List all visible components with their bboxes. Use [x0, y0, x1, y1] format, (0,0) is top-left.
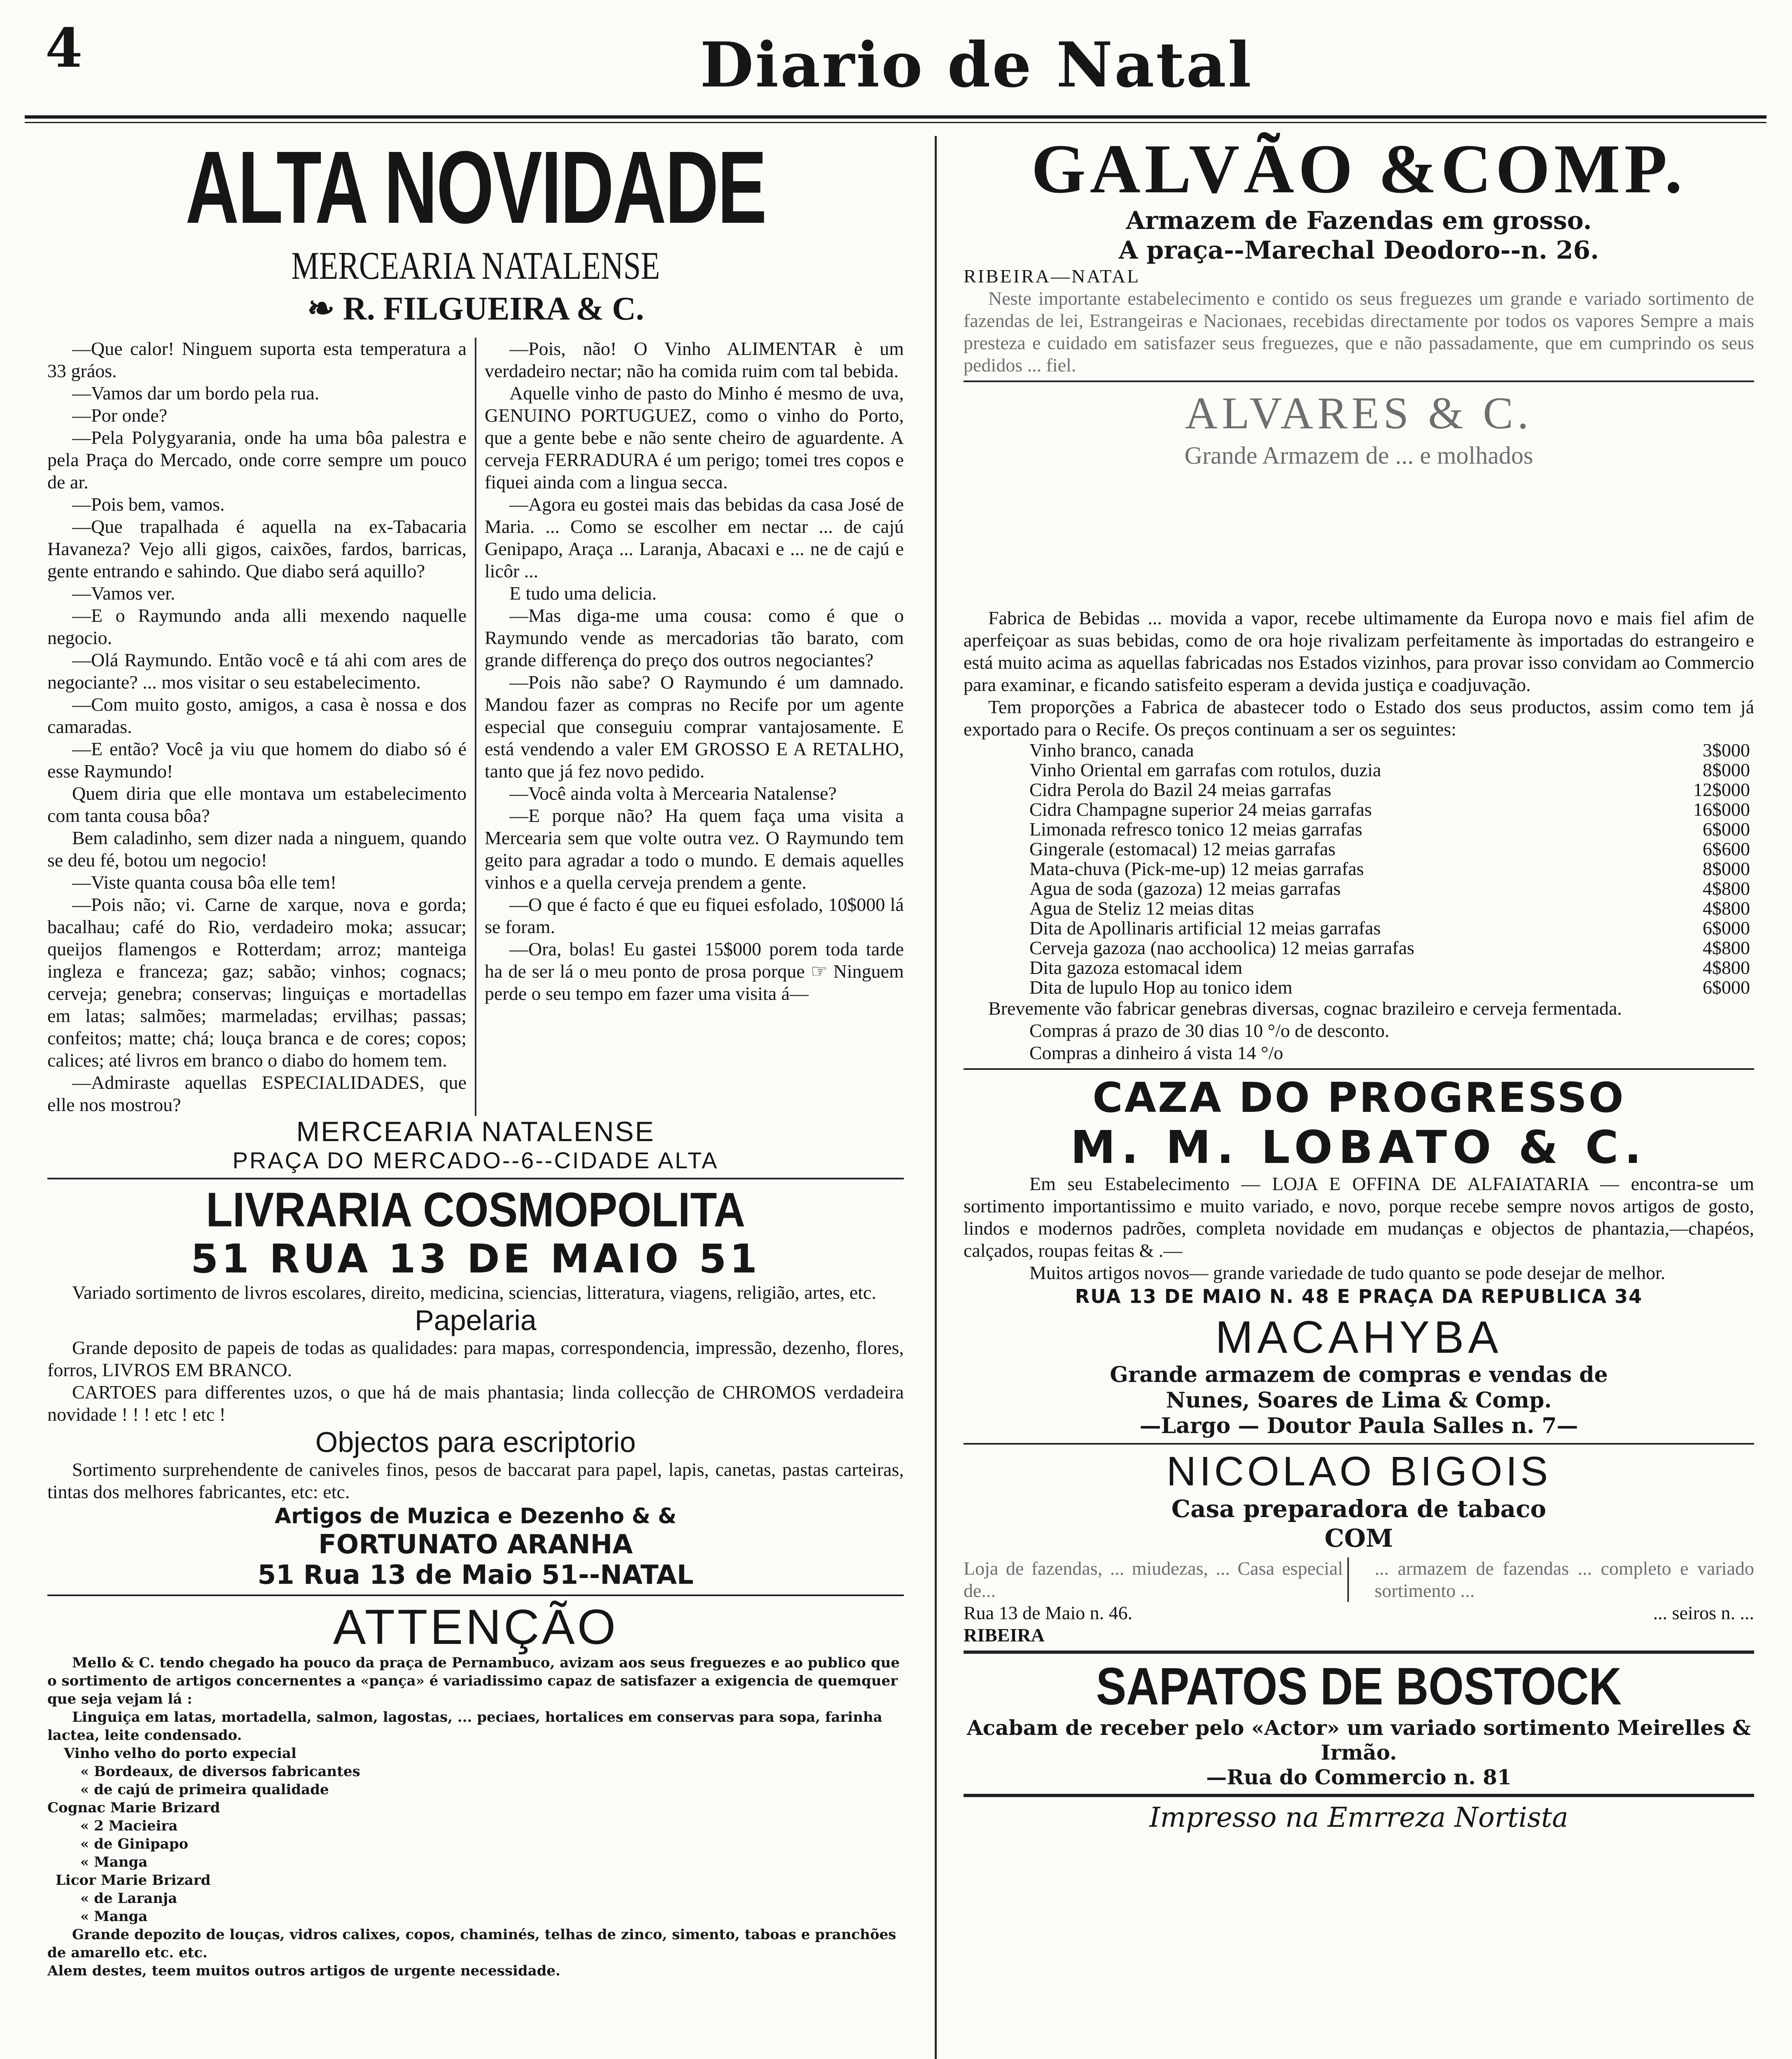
price-row: [964, 938, 1754, 958]
caza-title: CAZA DO PROGRESSO: [1092, 1074, 1625, 1122]
livraria-address: 51 RUA 13 DE MAIO 51: [191, 1236, 761, 1282]
section-rule: [47, 1594, 904, 1596]
price-row: [964, 978, 1754, 997]
price-item: Gingerale (estomacal) 12 meias garrafas: [1029, 838, 1336, 859]
price-item: Cidra Perola do Bazil 24 meias garrafas: [1029, 779, 1332, 800]
dialogue-line: —Pois bem, vamos.: [72, 494, 225, 515]
artigos-line: Artigos de Muzica e Dezenho & &: [274, 1504, 677, 1529]
price-row: [964, 859, 1754, 879]
left-column: [47, 132, 904, 1980]
ad-alta-novidade: [47, 132, 904, 1174]
caza-address: RUA 13 DE MAIO N. 48 E PRAÇA DA REPUBLICA 34: [1075, 1285, 1643, 1307]
ad-sapatos: [964, 1658, 1754, 1790]
attencao-line: Mello & C. tendo chegado ha pouco da praça de Pernambuco, avizam aos seus freguezes e ao publico que o sortimento de artigos concernentes a «pança» é variadissimo capaz de satisfazer a exigencia de quemquer que seja vejam lá :: [47, 1655, 900, 1707]
fabrica-prazo: Compras á prazo de 30 dias 10 °/o de desconto.: [1029, 1020, 1390, 1041]
ad-livraria-cosmopolita: [47, 1184, 904, 1590]
price-item: Agua de soda (gazoza) 12 meias garrafas: [1029, 878, 1341, 899]
dialogue-line: —Pela Polygyarania, onde ha uma bôa palestra e pela Praça do Mercado, onde corre sempre um pouco de ar.: [47, 427, 467, 493]
page-header: [0, 0, 1792, 124]
mercearia-footer-address: PRAÇA DO MERCADO--6--CIDADE ALTA: [232, 1147, 719, 1173]
ad-owner-name: R. FILGUEIRA & C.: [343, 291, 644, 327]
caza-text2: Muitos artigos novos— grande variedade de tudo quanto se pode desejar de melhor.: [1029, 1262, 1666, 1283]
price-item: Mata-chuva (Pick-me-up) 12 meias garrafas: [1029, 858, 1364, 879]
attencao-line: « Bordeaux, de diversos fabricantes: [80, 1763, 360, 1780]
nicolao-left-block: Loja de fazendas, ... miudezas, ... Casa especial de...: [964, 1557, 1349, 1602]
ad-owner: ❧ R. FILGUEIRA & C.: [307, 291, 644, 327]
fabrica-faded-sub: Grande Armazem de ... e molhados: [1184, 442, 1533, 469]
illegible-area: [964, 471, 1754, 607]
mercearia-footer-name: MERCEARIA NATALENSE: [296, 1116, 655, 1147]
dialogue-line: —Por onde?: [72, 405, 168, 426]
dialogue-line: —Olá Raymundo. Então você e tá ahi com ares de negociante? ... mos visitar o seu estabelecimento.: [47, 649, 467, 693]
ad-subtitle: MERCEARIA NATALENSE: [291, 244, 660, 287]
dialogue-line: —E o Raymundo anda alli mexendo naquelle negocio.: [47, 605, 467, 648]
nicolao-title: NICOLAO BIGOIS: [1166, 1448, 1552, 1494]
sapatos-line2: —Rua do Commercio n. 81: [1206, 1765, 1512, 1789]
price-value: 8$000: [1703, 858, 1750, 879]
nicolao-address-row: [964, 1602, 1754, 1624]
price-value: 12$000: [1693, 779, 1750, 800]
price-item: Limonada refresco tonico 12 meias garrafas: [1029, 819, 1363, 840]
dialogue-line: Aquelle vinho de pasto do Minho é mesmo de uva, GENUINO PORTUGUEZ, como o vinho do Porto, que a gente bebe e não sente cheiro de aguardente. A cerveja FERRADURA é um perigo; tomei tres copos e fiquei ainda com a lingua secca.: [485, 383, 904, 493]
attencao-line: « de cajú de primeira qualidade: [80, 1781, 329, 1798]
livraria-owner: FORTUNATO ARANHA: [318, 1529, 633, 1560]
dialogue-line: —E porque não? Ha quem faça uma visita a Mercearia sem que volte outra vez. O Raymundo tem geito para agradar a todo o mundo. E demais aquelles vinhos e a quella cerveja prendem a gente.: [485, 805, 904, 893]
impresso-line: Impresso na Emrreza Nortista: [1149, 1802, 1568, 1833]
dialogue-line: —Admiraste aquellas ESPECIALIDADES, que elle nos mostrou?: [47, 1072, 467, 1115]
dialogue-line: Quem diria que elle montava um estabelecimento com tanta cousa bôa?: [47, 783, 467, 826]
livraria-footer: 51 Rua 13 de Maio 51--NATAL: [257, 1560, 694, 1590]
fabrica-text2: Tem proporções a Fabrica de abastecer todo o Estado dos seus productos, assim como tem já exportado para o Recife. Os preços continuam a ser os seguintes:: [964, 696, 1754, 740]
inner-divider: [475, 338, 476, 1116]
dialogue-line: —Viste quanta cousa bôa elle tem!: [72, 872, 337, 893]
fabrica-brevemente: Brevemente vão fabricar genebras diversas, cognac brazileiro e cerveja fermentada.: [988, 998, 1622, 1019]
caza-text: Em seu Estabelecimento — LOJA E OFFINA DE ALFAIATARIA — encontra-se um sortimento importantissimo e muito variado, e novo, porque recebe sempre novos artigos de gosto, lindos e modernos padrões, completa novidade em mudanças e objectos de phantazia,—chapéos, calçados, roupas feitas & .—: [964, 1173, 1754, 1261]
price-row: [964, 780, 1754, 800]
price-value: 6$600: [1703, 838, 1750, 859]
fabrica-faded-title: ALVARES & C.: [1185, 388, 1533, 438]
macahyba-sub1: Grande armazem de compras e vendas de: [1110, 1362, 1608, 1387]
ad-title: ALTA NOVIDADE: [185, 130, 766, 245]
dialogue-line: —Pois não sabe? O Raymundo é um damnado. Mandou fazer as compras no Recife por um agente especial que conseguiu comprar vantajosamente. E está vendendo a valer EM GROSSO E A RETALHO, tanto que já fez novo pedido.: [485, 672, 904, 782]
price-value: 16$000: [1693, 799, 1750, 820]
price-item: Dita de Apollinaris artificial 12 meias garrafas: [1029, 917, 1381, 938]
nicolao-ribeira: RIBEIRA: [964, 1625, 1045, 1646]
price-value: 4$800: [1703, 878, 1750, 899]
dialogue-line: —E então? Você ja viu que homem do diabo só é esse Raymundo!: [47, 738, 467, 782]
nicolao-blocks: [964, 1557, 1754, 1602]
section-rule: [964, 1443, 1754, 1445]
price-value: 6$000: [1703, 917, 1750, 938]
attencao-line: « Manga: [80, 1854, 148, 1870]
nicolao-address: Rua 13 de Maio n. 46.: [964, 1602, 1133, 1623]
price-value: 6$000: [1703, 819, 1750, 840]
galvao-sub2: A praça--Marechal Deodoro--n. 26.: [1118, 236, 1599, 265]
dialogue-column-1: [47, 338, 467, 1116]
sapatos-title: SAPATOS DE BOSTOCK: [1096, 1657, 1622, 1716]
section-rule: [964, 1068, 1754, 1070]
price-value: 6$000: [1703, 977, 1750, 998]
sapatos-line1: Acabam de receber pelo «Actor» um variado sortimento Meirelles & Irmão.: [966, 1716, 1751, 1765]
attencao-body: [47, 1654, 904, 1980]
macahyba-title: MACAHYBA: [1215, 1312, 1503, 1363]
papelaria-title: Papelaria: [415, 1304, 537, 1336]
section-rule: [964, 1650, 1754, 1654]
price-row: [964, 819, 1754, 839]
attencao-line: Linguiça em latas, mortadella, salmon, lagostas, ... peciaes, hortalices em conservas para sopa, farinha lactea, leite condensado.: [47, 1709, 882, 1744]
dialogue-line: E tudo uma delicia.: [509, 583, 657, 604]
dialogue-line: —Agora eu gostei mais das bebidas da casa José de Maria. ... Como se escolher em nectar ... de cajú Genipapo, Araça ... Laranja, Abacaxi e ... ne de cajú e licôr ...: [485, 494, 904, 581]
price-row: [964, 918, 1754, 938]
dialogue-column-2: [485, 338, 904, 1116]
dialogue-line: —Que calor! Ninguem suporta esta temperatura a 33 gráos.: [47, 338, 467, 381]
price-item: Vinho Oriental em garrafas com rotulos, duzia: [1029, 759, 1381, 780]
livraria-intro: Variado sortimento de livros escolares, direito, medicina, sciencias, litteratura, viagens, religião, artes, etc.: [72, 1282, 877, 1303]
price-row: [964, 740, 1754, 760]
macahyba-sub2: Nunes, Soares de Lima & Comp.: [1166, 1388, 1552, 1413]
price-item: Cerveja gazoza (nao acchoolica) 12 meias garrafas: [1029, 937, 1414, 958]
ad-macahyba: [964, 1313, 1754, 1439]
dialogue-line: —Ora, bolas! Eu gastei 15$000 porem toda tarde ha de ser lá o meu ponto de prosa porque ☞ Ninguem perde o seu tempo em fazer uma visita á—: [485, 938, 904, 1004]
attencao-line: Cognac Marie Brizard: [47, 1800, 220, 1816]
ad-nicolao: [964, 1449, 1754, 1646]
section-rule: [964, 1794, 1754, 1797]
header-rule-thin: [25, 122, 1766, 123]
galvao-title: GALVÃO &COMP.: [1031, 130, 1687, 208]
dialogue-line: —Você ainda volta à Mercearia Natalense?: [509, 783, 837, 804]
price-value: 8$000: [1703, 759, 1750, 780]
dialogue-line: —Pois, não! O Vinho ALIMENTAR è um verdadeiro nectar; não ha comida ruim com tal bebida.: [485, 338, 904, 381]
price-value: 4$800: [1703, 937, 1750, 958]
price-row: [964, 760, 1754, 780]
objectos-text: Sortimento surprehendente de caniveles finos, pesos de baccarat para papel, lapis, canetas, pastas carteiras, tintas dos melhores fabricantes, etc: etc.: [47, 1459, 904, 1502]
price-item: Vinho branco, canada: [1029, 740, 1194, 761]
objectos-title: Objectos para escriptorio: [315, 1426, 636, 1458]
nicolao-com: COM: [1324, 1524, 1393, 1553]
price-row: [964, 879, 1754, 899]
attencao-title: ATTENÇÃO: [333, 1599, 618, 1655]
column-divider: [935, 136, 937, 2059]
dialogue-line: —Vamos ver.: [72, 583, 175, 604]
cartoes-text: CARTOES para differentes uzos, o que há de mais phantasia; linda collecção de CHROMOS verdadeira novidade ! ! ! etc ! etc !: [47, 1382, 904, 1425]
price-item: Agua de Steliz 12 meias ditas: [1029, 898, 1254, 919]
dialogue-line: Bem caladinho, sem dizer nada a ninguem, quando se deu fé, botou um negocio!: [47, 827, 467, 871]
dialogue-line: —Pois não; vi. Carne de xarque, nova e gorda; bacalhau; café do Rio, verdadeiro moka; assucar; queijos flamengos e Rotterdam; arroz; manteiga ingleza e franceza; gaz; sabão; vinhos; cognacs; cerveja; genebra; conservas; linguiças e mortadellas em latas; salmões; marmeladas; ervilhas; passas; confeitos; matte; chá; louça branca e de cores; copos; calices; até livros em branco o diabo do homem tem.: [47, 894, 467, 1071]
galvao-sub1: Armazem de Fazendas em grosso.: [1126, 206, 1592, 235]
attencao-line: Licor Marie Brizard: [56, 1872, 211, 1889]
papelaria-text: Grande deposito de papeis de todas as qualidades: para mapas, correspondencia, impressão, dezenho, flores, forros, LIVROS EM BRANCO.: [47, 1337, 904, 1380]
section-rule: [47, 1178, 904, 1179]
masthead: Diario de Natal: [700, 29, 1253, 101]
price-row: [964, 899, 1754, 918]
dialogue-line: —Com muito gosto, amigos, a casa è nossa e dos camaradas.: [47, 694, 467, 737]
attencao-line: « de Ginipapo: [80, 1836, 189, 1852]
dialogue-line: —Vamos dar um bordo pela rua.: [72, 383, 320, 404]
header-rule: [25, 115, 1766, 119]
attencao-line: Grande depozito de louças, vidros calixes, copos, chaminés, telhas de zinco, simento, taboas e pranchões de amarello etc. etc.: [47, 1926, 896, 1961]
price-row: [964, 958, 1754, 978]
price-item: Dita gazoza estomacal idem: [1029, 957, 1243, 978]
ad-attencao: [47, 1600, 904, 1980]
livraria-title: LIVRARIA COSMOPOLITA: [206, 1183, 745, 1237]
ad-galvao: [964, 132, 1754, 376]
page-number: 4: [45, 16, 83, 79]
nicolao-address2: ... seiros n. ...: [1653, 1602, 1754, 1623]
price-list: [964, 740, 1754, 997]
dialogue-line: —O que é facto é que eu fiquei esfolado, 10$000 lá se foram.: [485, 894, 904, 937]
attencao-line: « Manga: [80, 1908, 148, 1925]
price-row: [964, 839, 1754, 859]
price-value: 3$000: [1703, 740, 1750, 761]
price-value: 4$800: [1703, 898, 1750, 919]
price-row: [964, 800, 1754, 819]
ad-caza-progresso: [964, 1074, 1754, 1309]
galvao-sub3: RIBEIRA—NATAL: [964, 266, 1141, 287]
fabrica-text1: Fabrica de Bebidas ... movida a vapor, recebe ultimamente da Europa novo e mais fiel afim de aperfeiçoar as suas bebidas, como de ora hoje rivalizam perfeitamente às importadas do estrangeiro e está muito acima as aquellas fabricadas nos Estados vizinhos, para provar isso convidam ao Commercio para examinar, e ficando satisfeito esperam a devida justiça e coadjuvação.: [964, 607, 1754, 695]
fabrica-vista: Compras a dinheiro á vista 14 °/o: [1029, 1042, 1283, 1063]
price-value: 4$800: [1703, 957, 1750, 978]
nicolao-sub: Casa preparadora de tabaco: [1171, 1495, 1547, 1523]
attencao-line: « de Laranja: [80, 1890, 177, 1907]
right-column: [964, 132, 1754, 1834]
ad-fabrica-bebidas: [964, 386, 1754, 1064]
dialogue-line: —Mas diga-me uma cousa: como é que o Raymundo vende as mercadorias tão barato, com grande differença do preço dos outros negociantes?: [485, 605, 904, 670]
caza-owner: M. M. LOBATO & C.: [1070, 1121, 1647, 1174]
galvao-text: Neste importante estabelecimento e contido os seus freguezes um grande e variado sortimento de fazendas de lei, Estrangeiras e Nacionaes, recebidas directamente por todos os vapores Sempre a mais presteza e cuidado em satisfazer seus freguezes, que e não passadamente, que em cumprindo os seus pedidos ... fiel.: [964, 288, 1754, 376]
attencao-line: Alem destes, teem muitos outros artigos de urgente necessidade.: [47, 1963, 560, 1979]
section-rule: [964, 381, 1754, 382]
nicolao-right-block: ... armazem de fazendas ... completo e variado sortimento ...: [1374, 1558, 1754, 1601]
macahyba-sub3: —Largo — Doutor Paula Salles n. 7—: [1139, 1413, 1578, 1438]
dialogue-line: —Que trapalhada é aquella na ex-Tabacaria Havaneza? Vejo alli gigos, caixões, fardos, barricas, gente entrando e sahindo. Que diabo será aquillo?: [47, 516, 467, 581]
price-item: Dita de lupulo Hop au tonico idem: [1029, 977, 1293, 998]
attencao-line: Vinho velho do porto expecial: [64, 1745, 296, 1762]
attencao-line: « 2 Macieira: [80, 1818, 178, 1834]
price-item: Cidra Champagne superior 24 meias garrafas: [1029, 799, 1372, 820]
